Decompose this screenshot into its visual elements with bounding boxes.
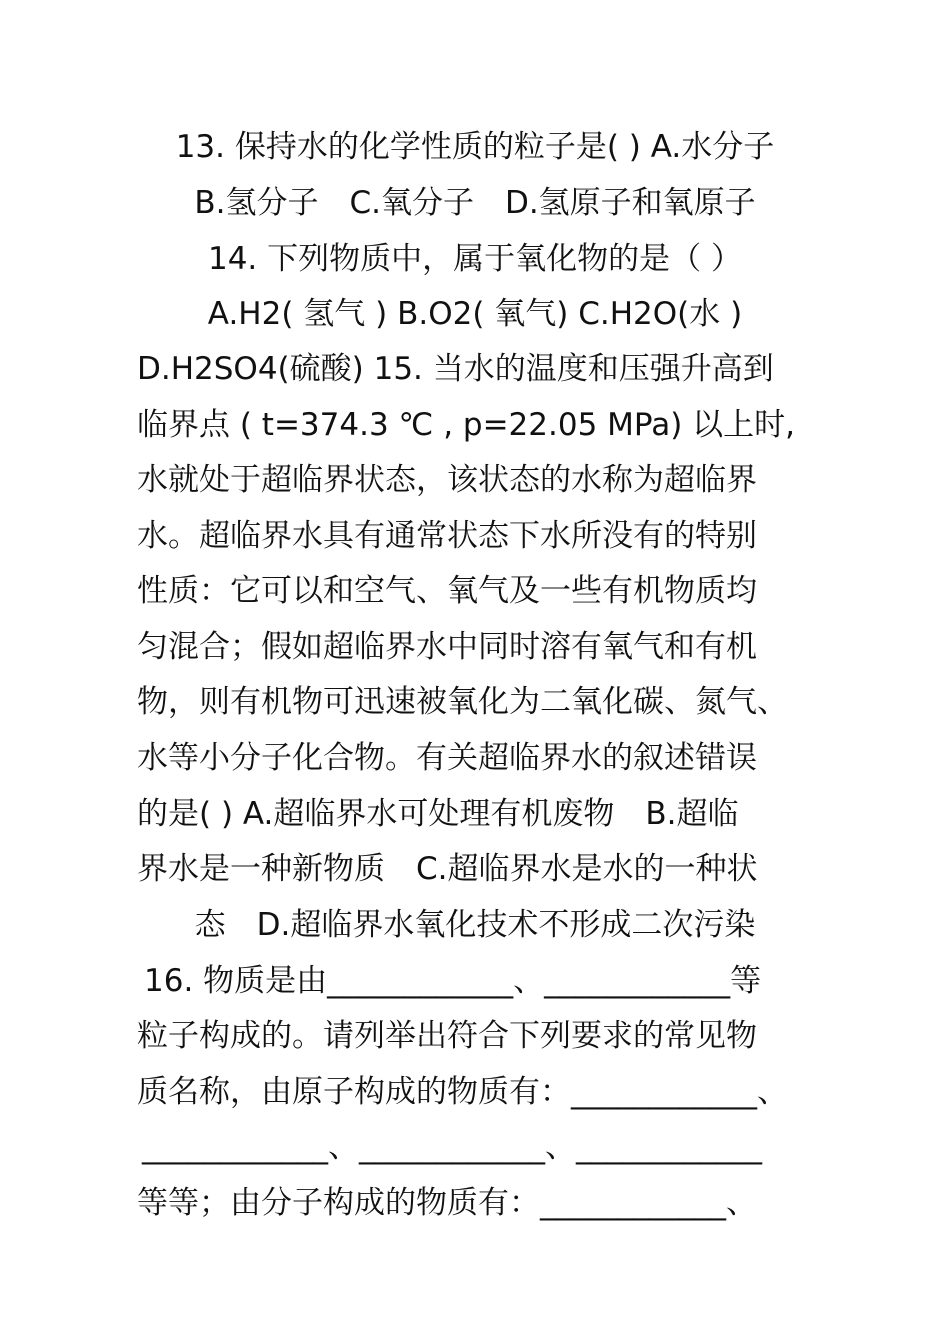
text-line-2: B.氢分子 C.氧分子 D.氢原子和氧原子 xyxy=(194,185,756,221)
text-line-13: 的是( ) A.超临界水可处理有机废物 B.超临 xyxy=(137,796,739,832)
text-line-6: 临界点 ( t=374.3 ℃ , p=22.05 MPa) 以上时, xyxy=(137,407,796,443)
text-line-15: 态 D.超临界水氧化技术不形成二次污染 xyxy=(194,907,756,943)
text-line-16: 16. 物质是由____________、____________等 xyxy=(144,963,762,999)
text-line-7: 水就处于超临界状态，该状态的水称为超临界 xyxy=(137,462,757,498)
text-line-12: 水等小分子化合物。有关超临界水的叙述错误 xyxy=(137,740,757,776)
text-line-14: 界水是一种新物质 C.超临界水是水的一种状 xyxy=(137,851,758,887)
text-line-8: 水。超临界水具有通常状态下水所没有的特别 xyxy=(137,518,757,554)
text-line-18: 质名称，由原子构成的物质有：____________、 xyxy=(137,1074,788,1110)
text-line-17: 粒子构成的。请列举出符合下列要求的常见物 xyxy=(137,1018,757,1054)
text-line-20: 等等；由分子构成的物质有：____________、 xyxy=(137,1185,757,1221)
text-line-4: A.H2( 氢气 ) B.O2( 氧气) C.H2O(水 ) xyxy=(207,296,743,332)
text-line-3: 14. 下列物质中，属于氧化物的是（ ） xyxy=(207,241,742,277)
text-line-1: 13. 保持水的化学性质的粒子是( ) A.水分子 xyxy=(175,129,775,165)
text-line-5: D.H2SO4(硫酸) 15. 当水的温度和压强升高到 xyxy=(137,351,774,387)
text-line-19: ____________、____________、____________ xyxy=(142,1129,762,1165)
text-line-9: 性质：它可以和空气、氧气及一些有机物质均 xyxy=(137,573,757,609)
text-line-11: 物，则有机物可迅速被氧化为二氧化碳、氮气、 xyxy=(137,684,788,720)
text-line-10: 匀混合；假如超临界水中同时溶有氧气和有机 xyxy=(137,629,757,665)
